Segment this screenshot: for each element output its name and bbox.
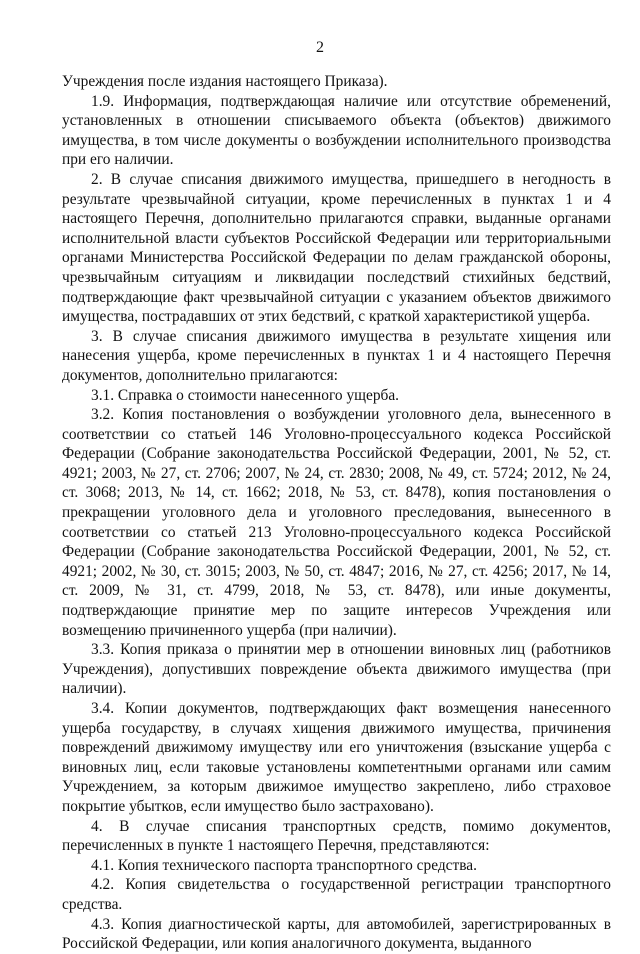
paragraph-1-9: 1.9. Информация, подтверждающая наличие или отсутствие обременений, установленных в отношении списываемого объекта (объектов) движимого имущества, в том числе документы о возбуждении исполнительного производства при его наличии. (62, 92, 611, 169)
page-number: 2 (316, 39, 324, 56)
paragraph-continuation: Учреждения после издания настоящего Приказа). (62, 73, 388, 90)
document-body (62, 72, 611, 954)
paragraph-4: 4. В случае списания транспортных средств, помимо документов, перечисленных в пункте 1 настоящего Перечня, представляются: (62, 817, 611, 855)
paragraph-3-2: 3.2. Копия постановления о возбуждении уголовного дела, вынесенного в соответствии со статьей 146 Уголовно-процессуального кодекса Российской Федерации (Собрание законодательства Российской Федерации, 2001, № 52, ст. 4921; 2003, № 27, ст. 2706; 2007, № 24, ст. 2830; 2008, № 49, ст. 5724; 2012, № 24, ст. 3068; 2013, № 14, ст. 1662; 2018, № 53, ст. 8478), копия постановления о прекращении уголовного дела и уголовного преследования, вынесенного в соответствии со статьей 213 Уголовно-процессуального кодекса Российской Федерации (Собрание законодательства Российской Федерации, 2001, № 52, ст. 4921; 2002, № 30, ст. 3015; 2003, № 50, ст. 4847; 2016, № 27, ст. 4256; 2017, № 14, ст. 2009, № 31, ст. 4799, 2018, № 53, ст. 8478), или иные документы, подтверждающие принятие мер по защите интересов Учреждения или возмещению причиненного ущерба (при наличии). (62, 406, 611, 639)
paragraph-3: 3. В случае списания движимого имущества в результате хищения или нанесения ущерба, кроме перечисленных в пунктах 1 и 4 настоящего Перечня документов, дополнительно прилагаются: (62, 327, 611, 384)
paragraph-4-1: 4.1. Копия технического паспорта транспортного средства. (91, 856, 477, 874)
paragraph-4-2: 4.2. Копия свидетельства о государственной регистрации транспортного средства. (62, 876, 611, 913)
paragraph-4-3: 4.3. Копия диагностической карты, для автомобилей, зарегистрированных в Российской Федерации, или копия аналогичного документа, выданного (62, 915, 611, 953)
paragraph-2: 2. В случае списания движимого имущества, пришедшего в негодность в результате чрезвычайной ситуации, кроме перечисленных в пунктах 1 и 4 настоящего Перечня, дополнительно прилагаются справки, выданные органами исполнительной власти субъектов Российской Федерации или территориальными органами Министерства Российской Федерации по делам гражданской обороны, чрезвычайным ситуациям и ликвидации последствий стихийных бедствий, подтверждающие факт чрезвычайной ситуации с указанием объектов движимого имущества, пострадавших от этих бедствий, с краткой характеристикой ущерба. (62, 170, 611, 326)
paragraph-3-4: 3.4. Копии документов, подтверждающих факт возмещения нанесенного ущерба государству, в случаях хищения движимого имущества, причинения повреждений движимому имуществу или его уничтожения (взыскание ущерба с виновных лиц, если таковые установлены компетентными органами или самим Учреждением, за которым движимое имущество закреплено, либо страховое покрытие убытков, если имущество было застраховано). (62, 700, 611, 815)
paragraph-3-1: 3.1. Справка о стоимости нанесенного ущерба. (91, 386, 400, 404)
paragraph-3-3: 3.3. Копия приказа о принятии мер в отношении виновных лиц (работников Учреждения), допустивших повреждение объекта движимого имущества (при наличии). (62, 641, 611, 698)
